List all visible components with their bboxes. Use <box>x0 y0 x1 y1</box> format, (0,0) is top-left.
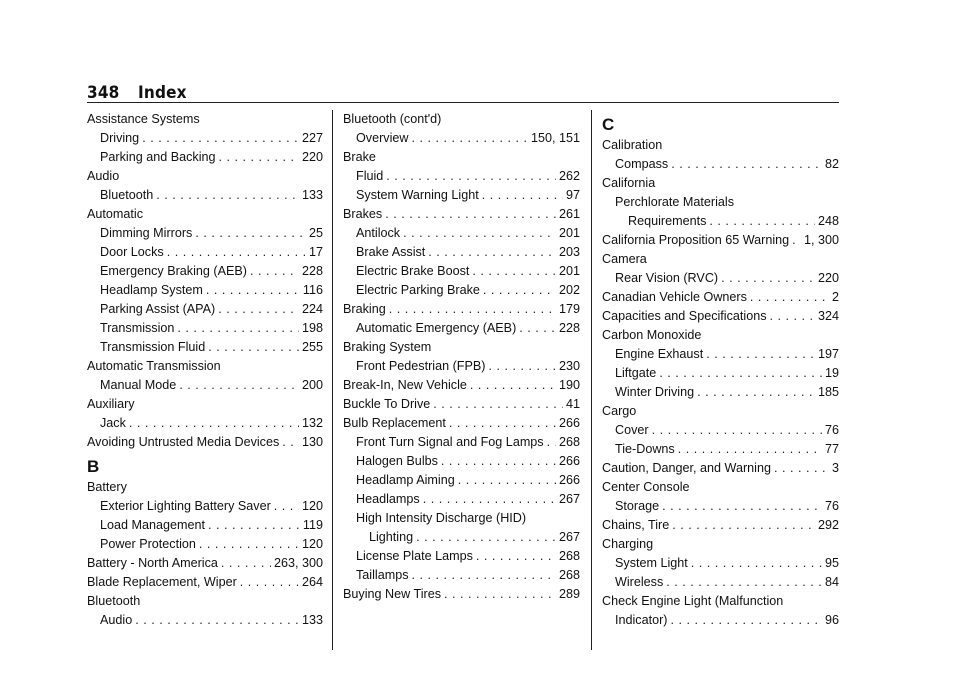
page-reference: 220 <box>817 271 839 285</box>
index-entry <box>343 414 580 433</box>
page-reference: 130 <box>301 435 323 449</box>
index-term: Load Management <box>100 518 206 532</box>
column-divider <box>332 110 333 650</box>
page-reference: 82 <box>824 157 839 171</box>
dot-leader <box>250 262 299 281</box>
index-term: Transmission Fluid <box>100 340 206 354</box>
index-term: Headlamp Aiming <box>356 473 455 487</box>
index-term: Electric Parking Brake <box>356 283 480 297</box>
index-term: Door Locks <box>100 245 164 259</box>
index-entry <box>602 459 839 478</box>
page-reference: 324 <box>817 309 839 323</box>
dot-leader <box>208 338 299 357</box>
dot-leader <box>672 516 815 535</box>
index-term: Automatic Emergency (AEB) <box>356 321 517 335</box>
index-term: Compass <box>615 157 669 171</box>
index-entry <box>87 167 323 186</box>
dot-leader <box>691 554 822 573</box>
index-entry <box>343 281 580 300</box>
dot-leader <box>156 186 299 205</box>
index-term: Emergency Braking (AEB) <box>100 264 247 278</box>
index-term: Dimming Mirrors <box>100 226 193 240</box>
page-reference: 220 <box>301 150 323 164</box>
index-entry <box>87 535 323 554</box>
dot-leader <box>221 554 271 573</box>
index-entry <box>87 357 323 376</box>
dot-leader <box>671 611 822 630</box>
page-reference: 119 <box>302 518 323 532</box>
index-entry <box>343 395 580 414</box>
index-entry <box>343 186 580 205</box>
index-entry <box>343 167 580 186</box>
dot-leader <box>386 167 556 186</box>
index-entry <box>602 573 839 592</box>
index-entry <box>87 319 323 338</box>
page-reference: 96 <box>824 613 839 627</box>
index-entry <box>602 554 839 573</box>
index-entry <box>602 383 839 402</box>
page-reference: 268 <box>558 549 580 563</box>
index-term: System Light <box>615 556 688 570</box>
dot-leader <box>519 319 556 338</box>
dot-leader <box>770 307 815 326</box>
index-entry <box>602 592 839 611</box>
index-entry <box>602 269 839 288</box>
index-term: Battery <box>87 480 127 494</box>
dot-leader <box>282 433 299 452</box>
index-term: Auxiliary <box>87 397 135 411</box>
page-reference: 266 <box>558 416 580 430</box>
dot-leader <box>666 573 822 592</box>
page-reference: 150, 151 <box>530 131 580 145</box>
page-reference: 228 <box>558 321 580 335</box>
dot-leader <box>240 573 299 592</box>
index-term: Brakes <box>343 207 383 221</box>
page-reference: 185 <box>817 385 839 399</box>
section-letter: C <box>602 115 615 134</box>
index-term: Front Turn Signal and Fog Lamps <box>356 435 544 449</box>
page-reference: 120 <box>301 537 323 551</box>
index-term: Braking System <box>343 340 432 354</box>
index-term: Check Engine Light (Malfunction <box>602 594 784 608</box>
index-term: Buckle To Drive <box>343 397 431 411</box>
page-reference: 41 <box>565 397 580 411</box>
index-term: Wireless <box>615 575 664 589</box>
index-term: Canadian Vehicle Owners <box>602 290 747 304</box>
dot-leader <box>721 269 815 288</box>
index-entry <box>602 497 839 516</box>
dot-leader <box>385 205 556 224</box>
page-reference: 120 <box>301 499 323 513</box>
index-term: High Intensity Discharge (HID) <box>356 511 527 525</box>
index-term: Audio <box>100 613 133 627</box>
page-reference: 264 <box>301 575 323 589</box>
dot-leader <box>709 212 815 231</box>
index-entry <box>602 516 839 535</box>
index-entry <box>87 592 323 611</box>
index-entry <box>87 376 323 395</box>
dot-leader <box>441 452 556 471</box>
dot-leader <box>488 357 556 376</box>
dot-leader <box>199 535 299 554</box>
index-entry <box>343 300 580 319</box>
index-term: Cargo <box>602 404 637 418</box>
page-reference: 227 <box>301 131 323 145</box>
dot-leader <box>135 611 299 630</box>
page-number: 348 <box>87 83 120 103</box>
index-entry <box>602 155 839 174</box>
index-entry <box>87 338 323 357</box>
page-reference: 17 <box>308 245 323 259</box>
index-term: Automatic Transmission <box>87 359 221 373</box>
index-entry <box>87 243 323 262</box>
page-reference: 202 <box>558 283 580 297</box>
index-entry <box>87 186 323 205</box>
dot-leader <box>470 376 556 395</box>
dot-leader <box>167 243 306 262</box>
dot-leader <box>403 224 556 243</box>
index-entry <box>87 433 323 452</box>
index-term: Automatic <box>87 207 143 221</box>
index-term: Bluetooth (cont'd) <box>343 112 442 126</box>
index-entry <box>343 357 580 376</box>
dot-leader <box>472 262 556 281</box>
column-divider <box>591 110 592 650</box>
index-term: Winter Driving <box>615 385 695 399</box>
index-term: Exterior Lighting Battery Saver <box>100 499 271 513</box>
index-entry <box>87 414 323 433</box>
page-reference: 224 <box>301 302 323 316</box>
dot-leader <box>458 471 556 490</box>
index-term: Requirements <box>628 214 707 228</box>
page-reference: 3 <box>831 461 839 475</box>
page-reference: 201 <box>558 264 580 278</box>
page-reference: 201 <box>558 226 580 240</box>
index-term: Power Protection <box>100 537 196 551</box>
page-reference: 76 <box>824 499 839 513</box>
page-reference: 133 <box>301 613 323 627</box>
index-entry <box>602 231 839 250</box>
index-entry <box>602 288 839 307</box>
dot-leader <box>177 319 299 338</box>
index-term: Brake Assist <box>356 245 426 259</box>
index-entry <box>602 345 839 364</box>
page-reference: 261 <box>558 207 580 221</box>
index-term: Perchlorate Materials <box>615 195 734 209</box>
index-entry <box>343 547 580 566</box>
index-entry <box>87 395 323 414</box>
index-term: Antilock <box>356 226 401 240</box>
index-term: System Warning Light <box>356 188 479 202</box>
index-term: Front Pedestrian (FPB) <box>356 359 486 373</box>
index-term: Capacities and Specifications <box>602 309 767 323</box>
dot-leader <box>659 364 822 383</box>
dot-leader <box>652 421 822 440</box>
dot-leader <box>476 547 556 566</box>
index-term: Storage <box>615 499 660 513</box>
index-term: Braking <box>343 302 386 316</box>
page-reference: 263, 300 <box>273 556 323 570</box>
page-reference: 179 <box>558 302 580 316</box>
index-term: Break-In, New Vehicle <box>343 378 467 392</box>
index-entry <box>343 509 580 528</box>
dot-leader <box>750 288 829 307</box>
index-entry <box>87 262 323 281</box>
index-term: Parking and Backing <box>100 150 216 164</box>
page-reference: 292 <box>817 518 839 532</box>
page-reference: 268 <box>558 568 580 582</box>
index-term: Taillamps <box>356 568 409 582</box>
index-term: Bluetooth <box>87 594 141 608</box>
index-entry <box>87 148 323 167</box>
index-entry <box>343 452 580 471</box>
index-term: Carbon Monoxide <box>602 328 702 342</box>
index-entry <box>87 224 323 243</box>
index-entry <box>602 212 839 231</box>
index-column-2 <box>343 110 580 604</box>
dot-leader <box>195 224 306 243</box>
page-reference: 230 <box>558 359 580 373</box>
index-entry <box>602 174 839 193</box>
page-reference: 266 <box>558 454 580 468</box>
index-entry <box>602 307 839 326</box>
index-term: Caution, Danger, and Warning <box>602 461 771 475</box>
index-term: License Plate Lamps <box>356 549 473 563</box>
index-entry <box>87 497 323 516</box>
index-entry <box>343 110 580 129</box>
page-title: Index <box>137 83 187 103</box>
index-term: Halogen Bulbs <box>356 454 438 468</box>
index-entry <box>602 326 839 345</box>
index-term: Lighting <box>369 530 414 544</box>
page-reference: 267 <box>558 530 580 544</box>
index-term: Engine Exhaust <box>615 347 704 361</box>
page-reference: 116 <box>302 283 323 297</box>
dot-leader <box>697 383 815 402</box>
dot-leader <box>482 186 563 205</box>
index-term: Avoiding Untrusted Media Devices <box>87 435 280 449</box>
index-entry <box>343 129 580 148</box>
index-entry <box>343 262 580 281</box>
index-column-1 <box>87 110 323 630</box>
page-reference: 203 <box>558 245 580 259</box>
page-reference: 289 <box>558 587 580 601</box>
page-reference: 1, 300 <box>803 233 839 247</box>
index-term: Electric Brake Boost <box>356 264 470 278</box>
index-term: Parking Assist (APA) <box>100 302 216 316</box>
dot-leader <box>206 281 300 300</box>
page-reference: 268 <box>558 435 580 449</box>
dot-leader <box>792 231 801 250</box>
index-entry <box>343 528 580 547</box>
index-term: Battery - North America <box>87 556 218 570</box>
index-entry <box>602 136 839 155</box>
dot-leader <box>389 300 556 319</box>
index-term: Transmission <box>100 321 175 335</box>
index-entry <box>602 478 839 497</box>
dot-leader <box>416 528 556 547</box>
page-reference: 200 <box>301 378 323 392</box>
page-reference: 77 <box>824 442 839 456</box>
index-entry <box>87 300 323 319</box>
index-entry <box>343 471 580 490</box>
dot-leader <box>219 148 299 167</box>
index-entry <box>343 243 580 262</box>
index-term: Fluid <box>356 169 384 183</box>
index-entry <box>343 148 580 167</box>
index-term: Jack <box>100 416 126 430</box>
index-entry <box>87 110 323 129</box>
index-entry <box>602 421 839 440</box>
dot-leader <box>142 129 299 148</box>
index-term: Center Console <box>602 480 690 494</box>
index-entry <box>87 478 323 497</box>
index-term: Driving <box>100 131 140 145</box>
page-reference: 133 <box>301 188 323 202</box>
index-entry <box>602 193 839 212</box>
page-reference: 25 <box>308 226 323 240</box>
dot-leader <box>218 300 299 319</box>
index-entry <box>602 611 839 630</box>
index-term: Liftgate <box>615 366 657 380</box>
index-entry <box>87 554 323 573</box>
index-entry <box>602 250 839 269</box>
dot-leader <box>706 345 815 364</box>
page-header <box>87 83 839 103</box>
page-reference: 2 <box>831 290 839 304</box>
page-reference: 198 <box>301 321 323 335</box>
page-reference: 266 <box>558 473 580 487</box>
page-reference: 190 <box>558 378 580 392</box>
page-reference: 132 <box>301 416 323 430</box>
index-term: Headlamp System <box>100 283 203 297</box>
index-entry <box>602 535 839 554</box>
page-reference: 267 <box>558 492 580 506</box>
index-entry <box>602 440 839 459</box>
page-reference: 84 <box>824 575 839 589</box>
page-reference: 228 <box>301 264 323 278</box>
dot-leader <box>274 497 299 516</box>
dot-leader <box>547 433 556 452</box>
page-reference: 255 <box>301 340 323 354</box>
dot-leader <box>774 459 829 478</box>
dot-leader <box>433 395 563 414</box>
index-entry <box>602 402 839 421</box>
dot-leader <box>179 376 299 395</box>
index-entry <box>343 566 580 585</box>
index-term: Calibration <box>602 138 663 152</box>
index-term: Charging <box>602 537 654 551</box>
page-reference: 97 <box>565 188 580 202</box>
dot-leader <box>423 490 556 509</box>
index-entry <box>87 611 323 630</box>
index-entry <box>87 129 323 148</box>
dot-leader <box>449 414 556 433</box>
dot-leader <box>208 516 300 535</box>
section-letter: B <box>87 457 100 476</box>
index-term: Bulb Replacement <box>343 416 446 430</box>
index-entry <box>87 516 323 535</box>
index-entry <box>343 433 580 452</box>
index-term: Bluetooth <box>100 188 154 202</box>
page-reference: 19 <box>824 366 839 380</box>
index-term: California Proposition 65 Warning <box>602 233 790 247</box>
index-entry <box>343 490 580 509</box>
index-term: Audio <box>87 169 120 183</box>
index-term: Brake <box>343 150 376 164</box>
dot-leader <box>483 281 556 300</box>
page-reference: 95 <box>824 556 839 570</box>
index-term: Manual Mode <box>100 378 177 392</box>
index-entry <box>343 319 580 338</box>
dot-leader <box>444 585 556 604</box>
index-entry <box>87 573 323 592</box>
dot-leader <box>671 155 822 174</box>
index-entry <box>87 205 323 224</box>
index-term: Indicator) <box>615 613 668 627</box>
index-term: California <box>602 176 656 190</box>
index-entry <box>343 224 580 243</box>
index-column-3 <box>602 110 839 630</box>
dot-leader <box>662 497 822 516</box>
index-term: Overview <box>356 131 409 145</box>
dot-leader <box>412 566 556 585</box>
index-term: Headlamps <box>356 492 420 506</box>
index-term: Blade Replacement, Wiper <box>87 575 237 589</box>
header-rule <box>87 102 839 103</box>
page-reference: 248 <box>817 214 839 228</box>
index-entry <box>343 376 580 395</box>
dot-leader <box>411 129 527 148</box>
index-entry <box>87 281 323 300</box>
page-reference: 76 <box>824 423 839 437</box>
dot-leader <box>129 414 299 433</box>
dot-leader <box>428 243 556 262</box>
dot-leader <box>678 440 822 459</box>
index-entry <box>343 585 580 604</box>
index-term: Camera <box>602 252 647 266</box>
index-term: Assistance Systems <box>87 112 200 126</box>
index-term: Rear Vision (RVC) <box>615 271 719 285</box>
index-term: Cover <box>615 423 649 437</box>
page-reference: 197 <box>817 347 839 361</box>
index-term: Tie-Downs <box>615 442 675 456</box>
index-entry <box>343 338 580 357</box>
index-term: Chains, Tire <box>602 518 670 532</box>
index-term: Buying New Tires <box>343 587 441 601</box>
index-entry <box>602 364 839 383</box>
page-reference: 262 <box>558 169 580 183</box>
index-entry <box>343 205 580 224</box>
